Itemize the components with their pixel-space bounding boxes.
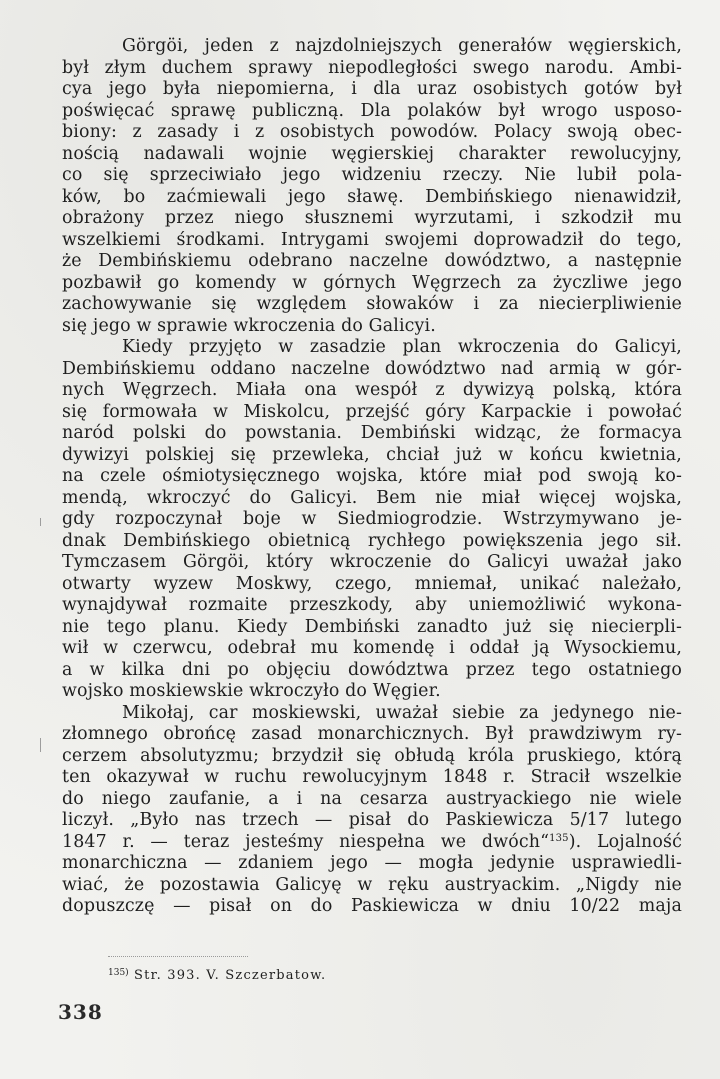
text-line: Görgöi, jeden z najzdolniejszych generałów węgierskich, [122,36,682,56]
margin-mark [40,518,41,526]
text-line: mendą, wkroczyć do Galicyi. Bem nie miał więcej wojska, [62,487,682,508]
text-line: gdy rozpoczynał boje w Siedmiogrodzie. Wstrzymywano je- [62,509,682,529]
text-line: wiać, że pozostawia Galicyę w ręku austryackim. „Nigdy nie [62,874,682,895]
text-line: obrażony przez niego słusznemi wyrzutami, i szkodził mu [62,208,682,228]
text-line: do niego zaufanie, a i na cesarza austryackiego nie wiele [62,788,682,809]
text-line: był złym duchem sprawy niepodległości swego narodu. Ambi- [62,57,682,78]
text-line: Kiedy przyjęto w zasadzie plan wkroczenia do Galicyi, [122,337,682,357]
footnote [108,968,326,983]
text-line: a w kilka dni po objęciu dowództwa przez tego ostatniego [62,659,682,680]
text-line: złomnego obrońcę zasad monarchicznych. Był prawdziwym ry- [62,724,682,744]
text-line: nie tego planu. Kiedy Dembiński zanadto już się niecierpli- [62,616,682,637]
text-line: liczył. „Było nas trzech — pisał do Paskiewicza 5/17 lutego [62,810,682,830]
text-line: wił w czerwcu, odebrał mu komendę i oddał ją Wysockiemu, [62,638,682,658]
margin-mark [40,738,41,752]
text-fragment: 1847 r. — teraz jesteśmy niespełna we dwóch“ [62,831,550,852]
text-line: monarchiczna — zdaniem jego — mogła jedynie usprawiedli- [62,853,682,873]
footnote-divider [108,956,248,957]
text-line: dnak Dembińskiego obietnicą rychłego powiększenia jego sił. [62,530,682,551]
text-line: pozbawił go komendy w górnych Węgrzech za życzliwe jego [62,272,682,293]
text-line: że Dembińskiemu odebrano naczelne dowództwo, a następnie [62,251,682,271]
text-line: wynajdywał rozmaite przeszkody, aby uniemożliwić wykona- [62,595,682,615]
text-line: cya jego była niepomierna, i dla uraz osobistych gotów był [62,79,682,99]
text-line: ków, bo zaćmiewali jego sławę. Dembińskiego nienawidził, [62,186,682,207]
text-line: nością nadawali wojnie węgierskiej charakter rewolucyjny, [62,143,682,164]
text-line: otwarty wyzew Moskwy, czego, mniemał, unikać należało, [62,573,682,594]
text-line: zachowywanie się względem słowaków i za niecierpliwienie [62,294,682,314]
footnote-text: Str. 393. V. Szczerbatow. [134,968,327,983]
page-number: 338 [58,1000,103,1024]
text-line: się jego w sprawie wkroczenia do Galicyi. [62,315,436,336]
text-line: cerzem absolutyzmu; brzydził się obłudą króla pruskiego, którą [62,745,682,766]
footnote-reference: 135 [549,832,569,844]
text-line: naród polski do powstania. Dembiński widząc, że formacya [62,423,682,443]
text-line: poświęcać sprawę publiczną. Dla polaków był wrogo usposo- [62,100,682,121]
body-text [62,36,682,918]
text-line: wszelkiemi środkami. Intrygami swojemi doprowadził do tego, [62,229,682,250]
text-line: biony: z zasady i z osobistych powodów. Polacy swoją obec- [62,122,682,142]
text-line: się formowała w Miskolcu, przejść góry Karpackie i powołać [62,401,682,422]
text-line: Dembińskiemu oddano naczelne dowództwo nad armią w gór- [62,358,682,379]
text-line: na czele ośmiotysięcznego wojska, które miał pod swoją ko- [62,466,682,486]
text-line-with-footnote [62,832,682,854]
text-line: Tymczasem Görgöi, który wkroczenie do Galicyi uważał jako [62,552,682,572]
text-fragment: ). Lojalność [568,831,682,852]
text-line: wojsko moskiewskie wkroczyło do Węgier. [62,681,441,701]
text-line: nych Węgrzech. Miała ona wespół z dywizyą polską, która [62,380,682,400]
text-line: co się sprzeciwiało jego widzeniu rzeczy. Nie lubił pola- [62,165,682,185]
text-line: ten okazywał w ruchu rewolucyjnym 1848 r. Stracił wszelkie [62,767,682,787]
text-line: Mikołaj, car moskiewski, uważał siebie za jedynego nie- [122,702,682,723]
text-line: dopuszczę — pisał on do Paskiewicza w dniu 10/22 maja [62,896,682,916]
text-line: dywizyi polskiej się przewleka, chciał już w końcu kwietnia, [62,444,682,465]
footnote-mark: 135) [108,968,129,978]
